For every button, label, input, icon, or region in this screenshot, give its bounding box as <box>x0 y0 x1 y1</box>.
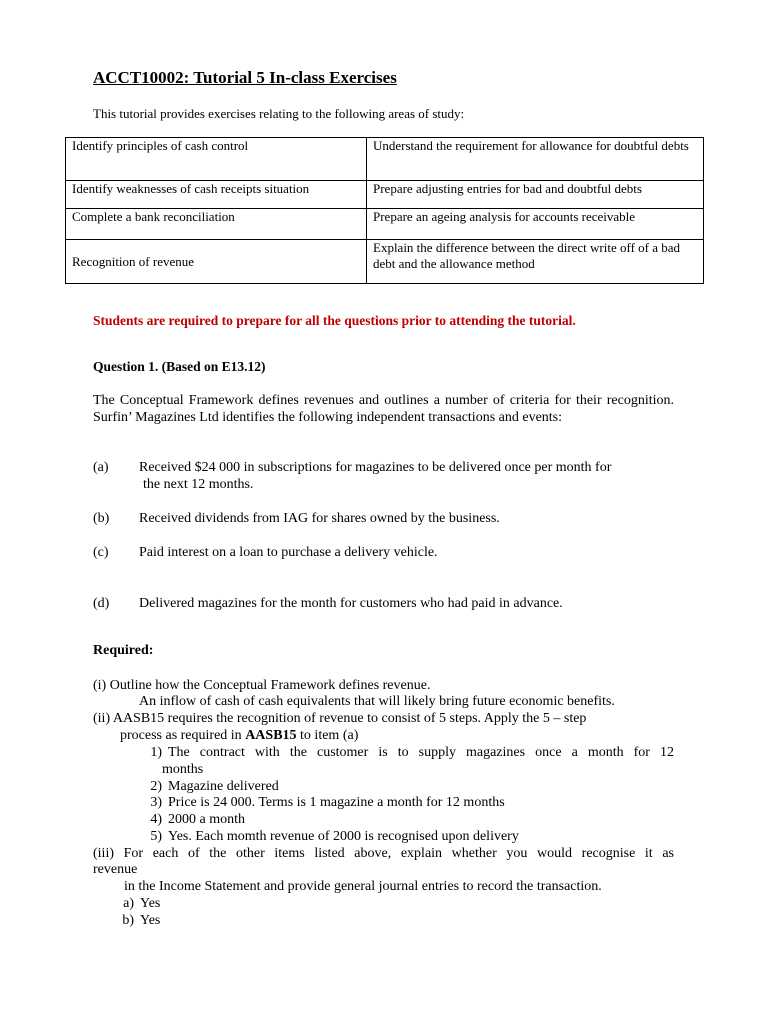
table-row <box>66 209 704 240</box>
table-cell: Prepare an ageing analysis for accounts receivable <box>367 209 704 240</box>
item-text: Received dividends from IAG for shares owned by the business. <box>139 511 500 526</box>
part-ii-text-end: to item (a) <box>296 728 359 743</box>
item-text: Paid interest on a loan to purchase a delivery vehicle. <box>139 545 438 560</box>
question-paragraph: The Conceptual Framework defines revenues and outlines a number of criteria for their recognition. Surfin’ Magazines Ltd identifies the following independent transactions and events: <box>93 393 674 425</box>
item-label: (c) <box>93 545 109 560</box>
answer-label: a) <box>123 896 134 911</box>
step-3 <box>138 795 505 812</box>
step-text: The contract with the customer is to supply magazines once a month for 12 <box>168 745 674 760</box>
item-label: (b) <box>93 511 110 526</box>
step-text: Price is 24 000. Terms is 1 magazine a month for 12 months <box>168 795 505 810</box>
table-row <box>66 240 704 284</box>
item-label: (a) <box>93 460 109 475</box>
table-cell: Prepare adjusting entries for bad and doubtful debts <box>367 181 704 209</box>
required-part-iii-instruction: in the Income Statement and provide general journal entries to record the transaction. <box>124 879 602 894</box>
question-item-a <box>93 459 611 493</box>
step-number: 1) <box>150 745 162 760</box>
answer-label: b) <box>122 913 134 928</box>
step-number: 4) <box>150 812 162 827</box>
answer-text: Yes <box>140 896 161 911</box>
table-cell: Identify principles of cash control <box>66 138 367 181</box>
step-number: 3) <box>150 795 162 810</box>
step-5 <box>138 829 519 846</box>
required-heading: Required: <box>93 643 154 658</box>
answer-text: Yes <box>140 913 161 928</box>
answer-a <box>110 896 160 913</box>
question-item-d <box>93 595 563 612</box>
item-text: Received $24 000 in subscriptions for magazines to be delivered once per month for <box>139 460 612 475</box>
question-item-b <box>93 510 500 527</box>
step-text: Yes. Each momth revenue of 2000 is recognised upon delivery <box>168 829 519 844</box>
required-part-iii-continued: revenue <box>93 862 138 877</box>
item-label: (d) <box>93 596 110 611</box>
table-cell: Understand the requirement for allowance for doubtful debts <box>367 138 704 181</box>
table-cell: Explain the difference between the direct write off of a bad debt and the allowance method <box>367 240 704 284</box>
step-2 <box>138 779 279 796</box>
preparation-notice: Students are required to prepare for all the questions prior to attending the tutorial. <box>93 313 576 328</box>
table-cell: Recognition of revenue <box>66 240 367 284</box>
table-row <box>66 181 704 209</box>
table-cell: Complete a bank reconciliation <box>66 209 367 240</box>
standard-reference: AASB15 <box>245 728 297 743</box>
answer-b <box>110 913 160 930</box>
step-text: 2000 a month <box>168 812 245 827</box>
step-number: 2) <box>150 779 162 794</box>
item-text: Delivered magazines for the month for customers who had paid in advance. <box>139 596 563 611</box>
table-cell: Identify weaknesses of cash receipts situation <box>66 181 367 209</box>
step-4 <box>138 812 245 829</box>
required-part-ii-continued <box>120 728 358 745</box>
question-item-c <box>93 544 438 561</box>
step-text-continued: months <box>162 761 204 777</box>
question-heading: Question 1. (Based on E13.12) <box>93 359 266 374</box>
table-row <box>66 138 704 181</box>
step-text: Magazine delivered <box>168 779 279 794</box>
part-ii-text: process as required in <box>120 728 246 743</box>
required-part-i-answer: An inflow of cash of cash equivalents that will likely bring future economic benefits. <box>139 694 615 709</box>
required-part-i: (i) Outline how the Conceptual Framework defines revenue. <box>93 678 431 693</box>
required-part-iii: (iii) For each of the other items listed above, explain whether you would recognise it as <box>93 846 674 861</box>
required-part-ii: (ii) AASB15 requires the recognition of revenue to consist of 5 steps. Apply the 5 – step <box>93 711 587 726</box>
step-number: 5) <box>150 829 162 844</box>
page-title: ACCT10002: Tutorial 5 In-class Exercises <box>93 68 397 87</box>
item-text-continued: the next 12 months. <box>143 477 254 492</box>
areas-of-study-table <box>65 137 704 284</box>
step-1 <box>138 745 674 779</box>
intro-text: This tutorial provides exercises relating to the following areas of study: <box>93 106 465 121</box>
